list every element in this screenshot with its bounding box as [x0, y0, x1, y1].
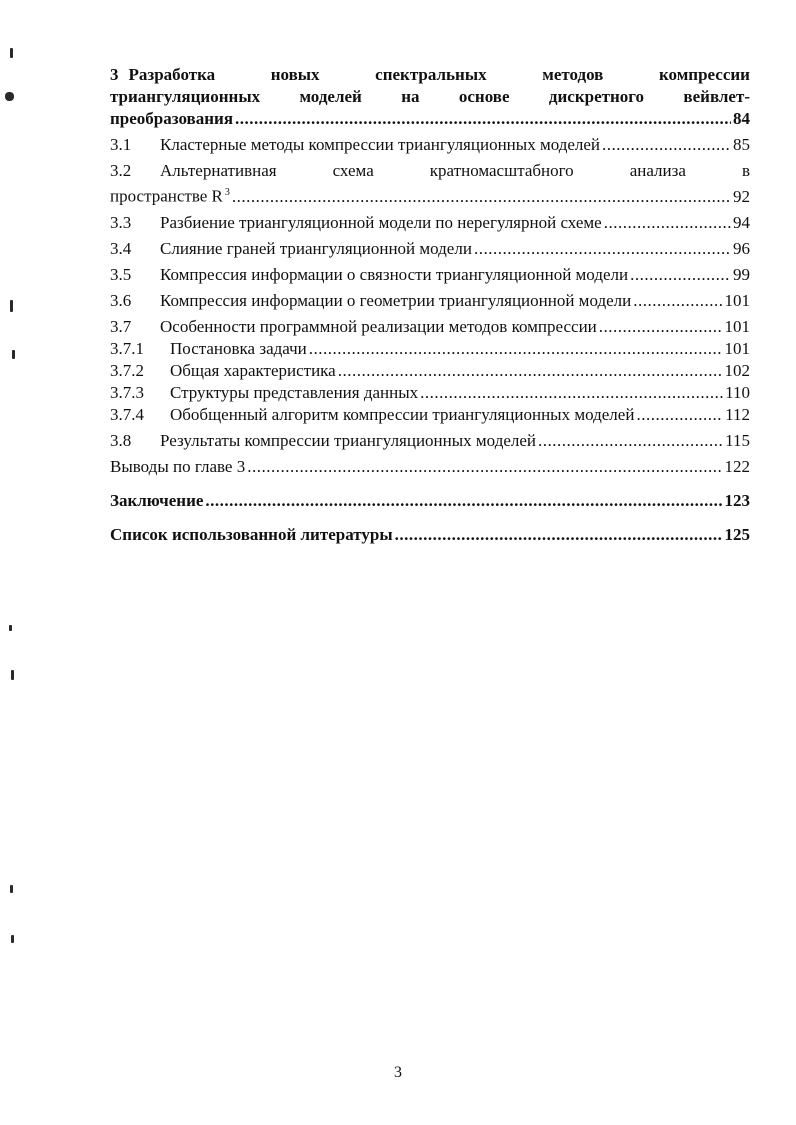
- dot-leader: [420, 382, 723, 404]
- subentry-title: Общая характеристика: [170, 360, 336, 380]
- entry-page: 123: [724, 490, 750, 510]
- chapter-title-word: новых: [270, 65, 320, 84]
- chapter-title-word: дискретного: [548, 87, 645, 106]
- chapter-title-word: вейвлет-: [683, 87, 750, 106]
- toc-entry-3-2: [110, 160, 750, 208]
- subentry-title: Постановка задачи: [170, 338, 307, 358]
- chapter-title-word: методов: [542, 65, 604, 84]
- chapter-title-word: моделей: [299, 87, 362, 106]
- chapter-title-word: на: [401, 87, 420, 106]
- scan-speck: [11, 935, 14, 943]
- entry-page: 99: [733, 264, 750, 284]
- dot-leader: [395, 524, 723, 546]
- toc-final-entry: [110, 524, 750, 546]
- toc-entry: [110, 212, 750, 234]
- entry-title: Результаты компрессии триангуляционных моделей: [160, 430, 537, 450]
- entry-number: 3.2: [110, 161, 132, 180]
- entry-title: Особенности программной реализации методов компрессии: [160, 316, 597, 336]
- table-of-contents: [110, 64, 750, 546]
- chapter-page: 84: [733, 109, 750, 128]
- entry-number: 3.4: [110, 238, 132, 258]
- chapter-title-word: триангуляционных: [110, 87, 261, 106]
- entry-number: 3.7: [110, 316, 132, 336]
- chapter-title-line3: [110, 108, 750, 130]
- subentry-page: 112: [725, 404, 750, 424]
- dot-leader: [636, 404, 723, 426]
- chapter-title-word: основе: [458, 87, 510, 106]
- entry-title: Слияние граней триангуляционной модели: [160, 238, 472, 258]
- dot-leader: [309, 338, 723, 360]
- entry-page: 96: [733, 238, 750, 258]
- entry-page: 101: [724, 316, 750, 336]
- dot-leader: [474, 238, 731, 260]
- toc-entry: [110, 134, 750, 156]
- chapter-number: 3: [110, 65, 119, 84]
- subentry-page: 102: [724, 360, 750, 380]
- dot-leader: [604, 212, 731, 234]
- entry-word: Альтернативная: [160, 161, 277, 180]
- entry-number: 3.8: [110, 430, 132, 450]
- toc-entry: [110, 238, 750, 260]
- chapter-heading: [110, 64, 750, 130]
- entry-title: Кластерные методы компрессии триангуляционных моделей: [160, 135, 601, 154]
- entry-page: 92: [733, 186, 750, 206]
- subentry-number: 3.7.4: [110, 404, 144, 424]
- scan-speck: [10, 885, 13, 893]
- toc-subentry: [110, 382, 750, 404]
- chapter-title-line2: [110, 86, 750, 108]
- entry-word: в: [741, 161, 750, 180]
- scan-speck: [9, 625, 12, 631]
- subentry-title: Обобщенный алгоритм компрессии триангуляционных моделей: [170, 404, 635, 424]
- chapter-title-word: спектральных: [375, 65, 487, 84]
- entry-title: Разбиение триангуляционной модели по нерегулярной схеме: [160, 212, 602, 232]
- toc-conclusions: [110, 456, 750, 478]
- chapter-title-line1: [129, 64, 751, 86]
- entry-page: 122: [724, 456, 750, 476]
- entry-number: 3.5: [110, 264, 132, 284]
- entry-page: 101: [724, 290, 750, 310]
- dot-leader: [338, 360, 723, 382]
- entry-word: анализа: [629, 161, 686, 180]
- subentry-title: Структуры представления данных: [170, 382, 419, 402]
- dot-leader: [235, 108, 731, 130]
- toc-subentry: [110, 360, 750, 382]
- entry-number: 3.3: [110, 212, 132, 232]
- entry-title: Заключение: [110, 490, 204, 510]
- dot-leader: [602, 134, 731, 156]
- scan-speck: [10, 48, 13, 58]
- dot-leader: [630, 264, 731, 286]
- subentry-page: 101: [724, 338, 750, 358]
- entry-title: Компрессия информации о геометрии триангуляционной модели: [160, 290, 632, 310]
- entry-title: Выводы по главе 3: [110, 456, 246, 476]
- subentry-number: 3.7.2: [110, 360, 144, 380]
- entry-page: 125: [724, 524, 750, 544]
- dot-leader: [599, 316, 723, 338]
- entry-page: 85: [733, 135, 750, 154]
- toc-entry: [110, 316, 750, 338]
- subentry-number: 3.7.3: [110, 382, 144, 402]
- entry-word: схема: [332, 161, 374, 180]
- entry-number: 3.6: [110, 290, 132, 310]
- superscript: 3: [224, 187, 230, 198]
- entry-title-cont: [110, 182, 230, 208]
- subentry-page: 110: [725, 382, 750, 402]
- dot-leader: [633, 290, 722, 312]
- dot-leader: [538, 430, 723, 452]
- subentry-number: 3.7.1: [110, 338, 144, 358]
- toc-entry: [110, 290, 750, 312]
- toc-entry: [110, 264, 750, 286]
- dot-leader: [205, 490, 722, 512]
- dot-leader: [232, 186, 731, 208]
- toc-final-entry: [110, 490, 750, 512]
- dot-leader: [247, 456, 722, 478]
- scan-speck: [12, 350, 15, 359]
- toc-subentry: [110, 404, 750, 426]
- page-number: 3: [394, 1064, 402, 1081]
- entry-word: кратномасштабного: [429, 161, 574, 180]
- entry-title: Компрессия информации о связности триангуляционной модели: [160, 264, 629, 284]
- entry-title: Список использованной литературы: [110, 524, 393, 544]
- scan-speck: [10, 300, 13, 312]
- entry-title-text: пространстве R: [110, 186, 223, 206]
- entry-number: 3.1: [110, 135, 132, 154]
- chapter-title-word: компрессии: [658, 65, 750, 84]
- chapter-title-text: преобразования: [110, 109, 234, 128]
- toc-entry: [110, 430, 750, 452]
- scan-speck: [11, 670, 14, 680]
- entry-page: 94: [733, 212, 750, 232]
- chapter-title-word: Разработка: [128, 65, 216, 84]
- scan-speck: [5, 92, 14, 101]
- entry-page: 115: [725, 430, 750, 450]
- toc-subentry: [110, 338, 750, 360]
